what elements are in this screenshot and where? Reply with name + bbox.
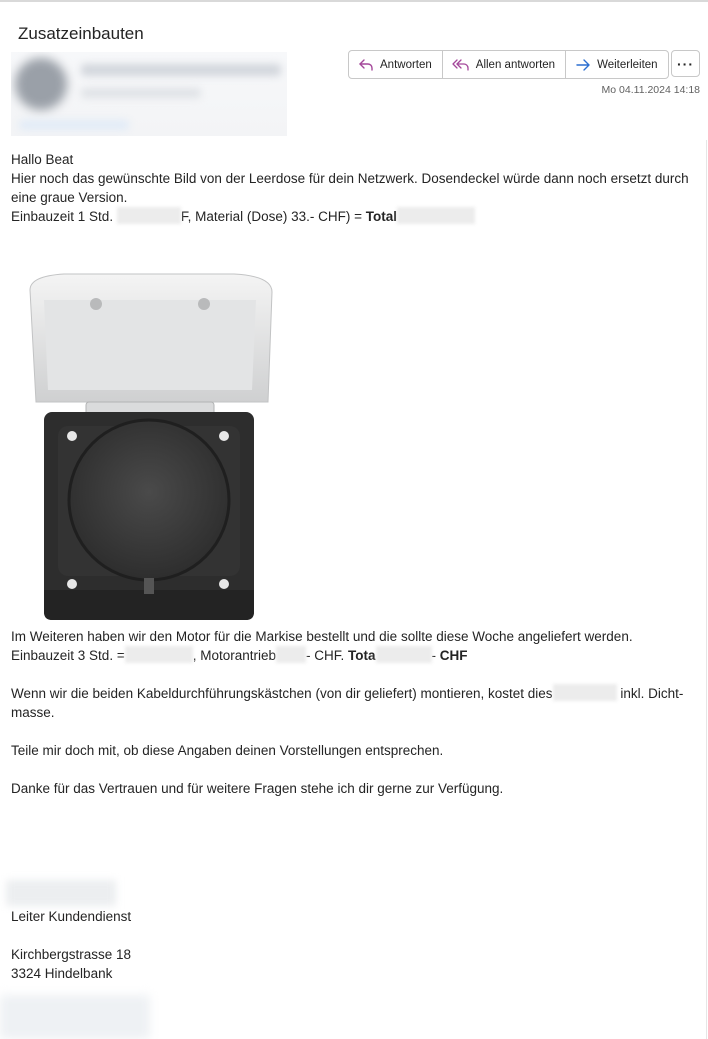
redacted-amount (376, 646, 432, 663)
email-subject: Zusatzeinbauten (18, 24, 144, 43)
sender-name-redacted (6, 880, 116, 906)
more-actions-button[interactable] (671, 50, 700, 77)
body-paragraph: Teile mir doch mit, ob diese Angaben deinen Vorstellungen entsprechen. (11, 743, 444, 758)
reply-all-label: Allen antworten (475, 58, 556, 71)
signature (11, 907, 131, 983)
cost-line-2: Einbauzeit 3 Std. = , Motorantrieb - CHF. Tota - CHF (11, 648, 468, 663)
reply-all-button[interactable] (442, 51, 565, 78)
greeting: Hallo Beat (11, 152, 74, 167)
body-paragraph: Wenn wir die beiden Kabeldurchführungskästchen (von dir geliefert) montieren, kostet dies inkl. Dicht-masse. (11, 686, 684, 720)
redacted-amount (553, 684, 617, 701)
more-icon: ··· (677, 55, 694, 72)
reply-all-icon (452, 58, 470, 72)
message-date: Mo 04.11.2024 14:18 (601, 84, 700, 96)
avatar (15, 58, 67, 110)
signature-city: 3324 Hindelbank (11, 966, 113, 981)
message-actions (348, 50, 669, 79)
body-paragraph: Hier noch das gewünschte Bild von der Leerdose für dein Netzwerk. Dosendeckel würde dann noch ersetzt durch eine graue Version. (11, 171, 689, 205)
redacted-amount (276, 646, 306, 663)
cost-line-1: Einbauzeit 1 Std. F, Material (Dose) 33.- CHF) = Total (11, 207, 703, 226)
redacted-amount (125, 646, 193, 663)
reply-label: Antworten (380, 58, 432, 71)
outlet-box-photo (24, 270, 276, 622)
redacted-amount (117, 207, 181, 224)
pane-border (706, 140, 707, 1039)
signature-street: Kirchbergstrasse 18 (11, 947, 132, 962)
redacted-amount (397, 207, 475, 224)
forward-label: Weiterleiten (597, 58, 658, 71)
contact-info-redacted (0, 995, 150, 1039)
top-divider (0, 0, 708, 2)
reply-icon (358, 58, 374, 72)
forward-button[interactable] (565, 51, 668, 78)
reply-button[interactable] (349, 51, 442, 78)
signature-role: Leiter Kundendienst (11, 909, 132, 924)
body-paragraph: Im Weiteren haben wir den Motor für die Markise bestellt und die sollte diese Woche angeliefert werden. (11, 629, 633, 644)
forward-arrow-icon (575, 58, 591, 72)
sender-info-redacted (11, 52, 287, 136)
closing-paragraph: Danke für das Vertrauen und für weitere Fragen stehe ich dir gerne zur Verfügung. (11, 781, 504, 796)
